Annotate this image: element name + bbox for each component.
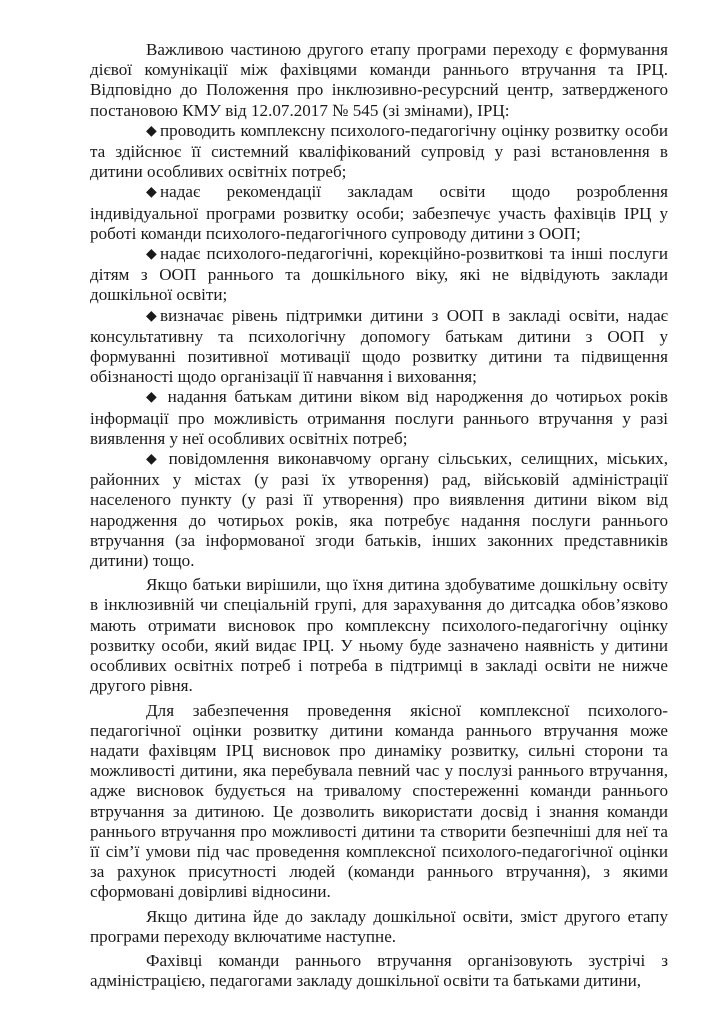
diamond-bullet-icon: ◆: [146, 123, 157, 139]
bullet-text: надає рекомендації закладам освіти щодо розроблення індивідуальної програми розвитку особи; забезпечує участь фахівців ІРЦ у роботі команди психолого-педагогічного супроводу дитини з ООП;: [90, 182, 668, 243]
diamond-bullet-icon: ◆: [146, 390, 157, 406]
bullet-text: визначає рівень підтримки дитини з ООП в закладі освіти, надає консультативну та психологічну допомогу батькам дитини з ООП у формуванні позитивної мотивації щодо розвитку дитини та підвищення обізнаності щодо організації її навчання і виховання;: [90, 305, 668, 387]
bullet-item-1: [90, 121, 668, 183]
second-stage-paragraph: Якщо дитина йде до закладу дошкільної освіти, зміст другого етапу програми переходу включатиме наступне.: [90, 906, 668, 946]
bullet-text: повідомлення виконавчому органу сільських, селищних, міських, районних у містах (у разі їх утворення) рад, військовій адміністрації населеного пункту (у разі її утворення) про виявлення дитини віком від народження до чотирьох років, яка потребує надання послуги раннього втручання (за інформованої згоди батьків, інших законних представників дитини) тощо.: [90, 449, 668, 571]
bullet-item-3: [90, 244, 668, 306]
assessment-paragraph: Для забезпечення проведення якісної комплексної психолого-педагогічної оцінки розвитку дитини команда раннього втручання може надати фахівцям ІРЦ висновок про динаміку розвитку, сильні сторони та можливості дитини, яка перебувала певний час у послузі раннього втручання, адже висновок будується на тривалому спостереженні команди раннього втручання за дитиною. Це дозволить використати досвід і знання команди раннього втручання про можливості дитини та створити безпечніші для неї та її сім’ї умови під час проведення комплексної психолого-педагогічної оцінки за рахунок присутності людей (команди раннього втручання), з якими сформовані довірливі відносини.: [90, 700, 668, 902]
meetings-paragraph: Фахівці команди раннього втручання організовують зустрічі з адміністрацією, педагогами закладу дошкільної освіти та батьками дитини,: [90, 950, 668, 991]
diamond-bullet-icon: ◆: [146, 247, 157, 263]
intro-paragraph: Важливою частиною другого етапу програми переходу є формування дієвої комунікації між фахівцями команди раннього втручання та ІРЦ. Відповідно до Положення про інклюзивно-ресурсний центр, затвердженого постановою КМУ від 12.07.2017 № 545 (зі змінами), ІРЦ:: [90, 40, 668, 120]
bullet-text: надає психолого-педагогічні, корекційно-розвиткові та інші послуги дітям з ООП раннього та дошкільного віку, які не відвідують заклади дошкільної освіти;: [90, 244, 668, 305]
diamond-bullet-icon: ◆: [146, 452, 157, 468]
bullet-item-2: [90, 182, 668, 244]
bullet-text: проводить комплексну психолого-педагогічну оцінку розвитку особи та здійснює її системний кваліфікований супровід у разі встановлення в дитини особливих освітніх потреб;: [90, 120, 668, 182]
bullet-item-6: [90, 449, 668, 571]
bullet-item-4: [90, 306, 668, 388]
bullet-text: надання батькам дитини віком від народження до чотирьох років інформації про можливість отримання послуги раннього втручання у разі виявлення у неї особливих освітніх потреб;: [90, 387, 668, 448]
diamond-bullet-icon: ◆: [146, 308, 157, 324]
bullet-item-5: [90, 387, 668, 449]
kindergarten-paragraph: Якщо батьки вирішили, що їхня дитина здобуватиме дошкільну освіту в інклюзивній чи спеціальній групі, для зарахування до дитсадка обов’язково мають отримати висновок про комплексну психолого-педагогічну оцінку розвитку особи, який видає ІРЦ. У ньому буде зазначено наявність у дитини особливих освітніх потреб і потреба в підтримці в закладі освіти не нижче другого рівня.: [90, 575, 668, 696]
diamond-bullet-icon: ◆: [146, 185, 157, 201]
